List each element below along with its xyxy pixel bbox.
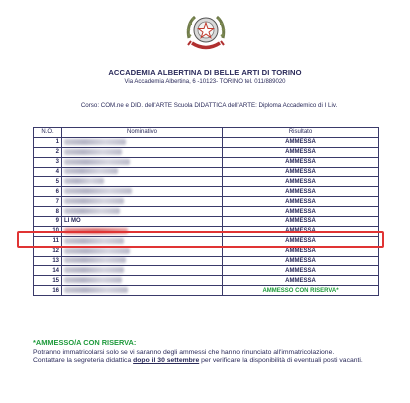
highlight-box [17,231,384,248]
redaction-blur [64,287,128,293]
table-row [34,197,379,207]
admission-result: AMMESSA [223,197,379,207]
admission-result: AMMESSA [223,256,379,266]
reserve-note-text [33,349,388,366]
reserve-note-line2 [33,357,388,365]
row-number: 10 [34,226,62,236]
admission-result: AMMESSA [223,157,379,167]
redacted-name [62,147,223,157]
reserve-note-line1: Potranno immatricolarsi solo se vi saranno degli ammessi che hanno rinunciato all'immatricolazione. [33,349,335,356]
reserve-note-title: *AMMESSO/A CON RISERVA: [33,338,137,347]
table-row [34,266,379,276]
row-number: 16 [34,286,62,296]
reserve-note-line2-post: per verificare la disponibilità di eventuali posti vacanti. [199,357,363,365]
redacted-name [62,187,223,197]
admission-result: AMMESSA [223,226,379,236]
row-number: 3 [34,157,62,167]
row-number: 13 [34,256,62,266]
column-header-number: N.O. [34,128,62,138]
admission-result: AMMESSO CON RISERVA* [223,286,379,296]
column-header-name: Nominativo [62,128,223,138]
admission-result: AMMESSA [223,167,379,177]
row-number: 11 [34,236,62,246]
row-number: 5 [34,177,62,187]
row-number: 2 [34,147,62,157]
row-number: 12 [34,246,62,256]
redacted-name [62,177,223,187]
row-number: 15 [34,276,62,286]
column-header-result: Risultato [223,128,379,138]
redaction-blur [64,188,132,194]
course-title: Corso: COM.ne e DID. dell'ARTE Scuola DIDATTICA dell'ARTE: Diploma Accademico di I Liv. [80,102,338,109]
admission-result: AMMESSA [223,187,379,197]
row-number: 9 [34,217,62,227]
institution-name: ACCADEMIA ALBERTINA DI BELLE ARTI DI TORINO [108,68,302,77]
redaction-blur [64,277,122,283]
redacted-name [62,286,223,296]
admission-result: AMMESSA [223,147,379,157]
institution-address: Via Accademia Albertina, 6 -10123- TORINO tel. 011/889020 [124,79,286,85]
redaction-blur [64,149,122,155]
redacted-name [62,137,223,147]
admission-result: AMMESSA [223,276,379,286]
redacted-name [62,276,223,286]
row-number: 6 [34,187,62,197]
table-row [34,276,379,286]
table-row [34,147,379,157]
table-row [34,167,379,177]
student-name: LI MO [62,217,223,227]
reserve-note-deadline: dopo il 30 settembre [133,357,200,365]
table-row [34,187,379,197]
redaction-blur [64,267,124,273]
admission-table [33,127,379,296]
admission-result: AMMESSA [223,246,379,256]
redaction-blur [64,139,126,145]
redacted-name [62,207,223,217]
redacted-name [62,266,223,276]
row-number: 4 [34,167,62,177]
table-row [34,217,379,227]
redaction-blur [64,208,120,214]
redacted-name [62,256,223,266]
redaction-blur [64,257,126,263]
admission-result: AMMESSA [223,177,379,187]
row-number: 8 [34,207,62,217]
row-number: 1 [34,137,62,147]
italian-republic-emblem-icon [183,8,229,54]
row-number: 7 [34,197,62,207]
redaction-blur [64,159,130,165]
redacted-name [62,157,223,167]
redacted-name [62,197,223,207]
table-header-row [34,128,379,138]
redaction-blur [64,178,104,184]
redacted-name [62,167,223,177]
redaction-blur [64,248,130,254]
table-row [34,137,379,147]
admission-result: AMMESSA [223,236,379,246]
reserve-note-line2-pre: Contattare la segreteria didattica [33,357,134,365]
redaction-blur [64,198,124,204]
table-row [34,286,379,296]
redaction-blur [64,168,118,174]
admission-result: AMMESSA [223,266,379,276]
admission-result: AMMESSA [223,217,379,227]
table-row [34,207,379,217]
admission-result: AMMESSA [223,207,379,217]
table-row [34,256,379,266]
row-number: 14 [34,266,62,276]
table-row [34,177,379,187]
table-row [34,157,379,167]
admission-result: AMMESSA [223,137,379,147]
